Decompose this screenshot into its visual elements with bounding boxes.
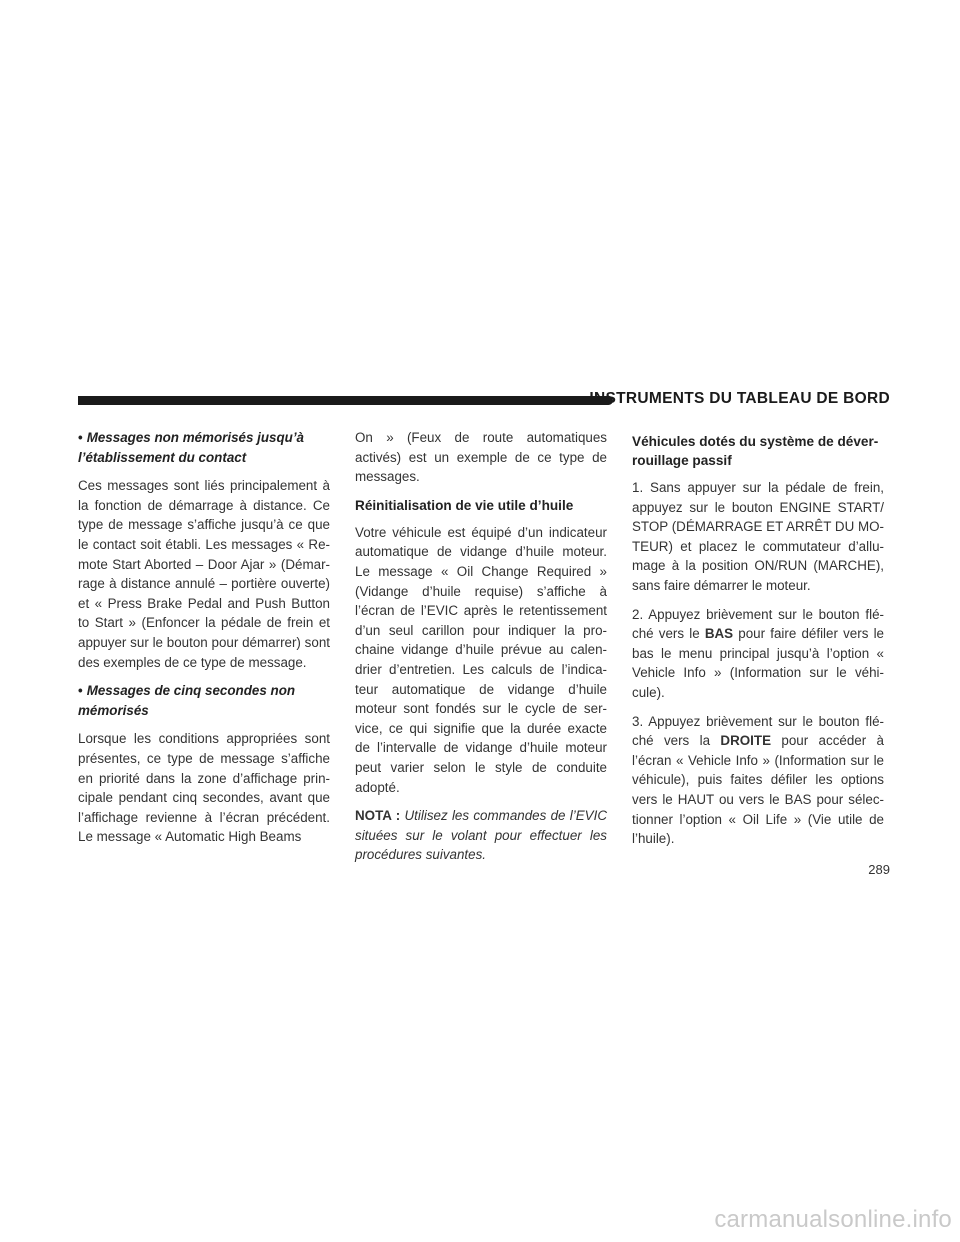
section-title: INSTRUMENTS DU TABLEAU DE BORD	[589, 390, 890, 407]
page-number: 289	[868, 862, 890, 877]
step-3: 3. Appuyez brièvement sur le bouton flé-ché vers la DROITE pour accéder à l’écran « Vehicle Info » (Information sur le véhicule), puis faites défiler les options vers le HAUT ou vers le BAS pour sélec-tionner l’option « Oil Life » (Vie utile de l’huile).	[632, 713, 885, 847]
bullet-icon: •	[78, 683, 83, 699]
column-2	[355, 428, 607, 874]
subheading: Véhicules dotés du système de déver-rouillage passif	[632, 434, 879, 468]
note	[355, 806, 607, 865]
subheading: Réinitialisation de vie utile d’huile	[355, 497, 574, 513]
bullet-icon: •	[78, 430, 83, 445]
header-rule	[78, 396, 613, 405]
paragraph: Votre véhicule est équipé d’un indicateur automatique de vidange d’huile moteur. Le message « Oil Change Required » (Vidange d’huile requise) s’affiche à l’écran de l’EVIC après le retentissement d’un seul carillon pour indiquer la pro-chaine vidange d’huile prévue au calen-drier d’entretien. Les calculs de l’indica-teur automatique de vidange d’huile moteur sont fondés sur le cycle de ser-vice, ce qui signifie que la durée exacte de l’intervalle de vidange d’huile moteur peut varier selon le style de conduite adopté.	[355, 524, 607, 795]
paragraph: On » (Feux de route automatiques activés) est un exemple de ce type de messages.	[355, 430, 607, 485]
step-2: 2. Appuyez brièvement sur le bouton flé-ché vers le BAS pour faire défiler vers le bas le menu principal jusqu’à l’option « Vehicle Info » (Information sur le véhi-cule).	[632, 606, 884, 700]
paragraph: Lorsque les conditions appropriées sont présentes, ce type de message s’affiche en priorité dans la zone d’affichage prin-cipale pendant cinq secondes, avant que l’affichage revienne à l’écran précédent. Le message « Automatic High Beams	[78, 731, 330, 845]
watermark: carmanualsonline.info	[714, 1206, 952, 1233]
column-1	[78, 428, 330, 856]
column-3	[632, 428, 884, 858]
paragraph: Ces messages sont liés principalement à la fonction de démarrage à distance. Ce type de message s’affiche jusqu’à ce que le contact soit établi. Les messages « Re-mote Start Aborted – Door Ajar » (Démar-rage à distance annulé – portière ouverte) et « Press Brake Pedal and Push Button to Start » (Enfoncer la pédale de frein et appuyer sur le bouton pour démarrer) sont des exemples de ce type de message.	[78, 478, 330, 670]
note-label: NOTA :	[355, 808, 401, 824]
step-1: 1. Sans appuyer sur la pédale de frein, appuyez sur le bouton ENGINE START/ STOP (DÉMARRAGE ET ARRÊT DU MO-TEUR) et placez le commutateur d’allu-mage à la position ON/RUN (MARCHE), sans faire démarrer le moteur.	[632, 480, 884, 593]
note-text: Utilisez les commandes de l’EVIC situées sur le volant pour effectuer les procédures suivantes.	[355, 808, 607, 863]
bullet-heading: • Messages de cinq secondes non mémorisés	[78, 683, 296, 718]
bullet-heading: • Messages non mémorisés jusqu’à l’établissement du contact	[78, 430, 305, 465]
